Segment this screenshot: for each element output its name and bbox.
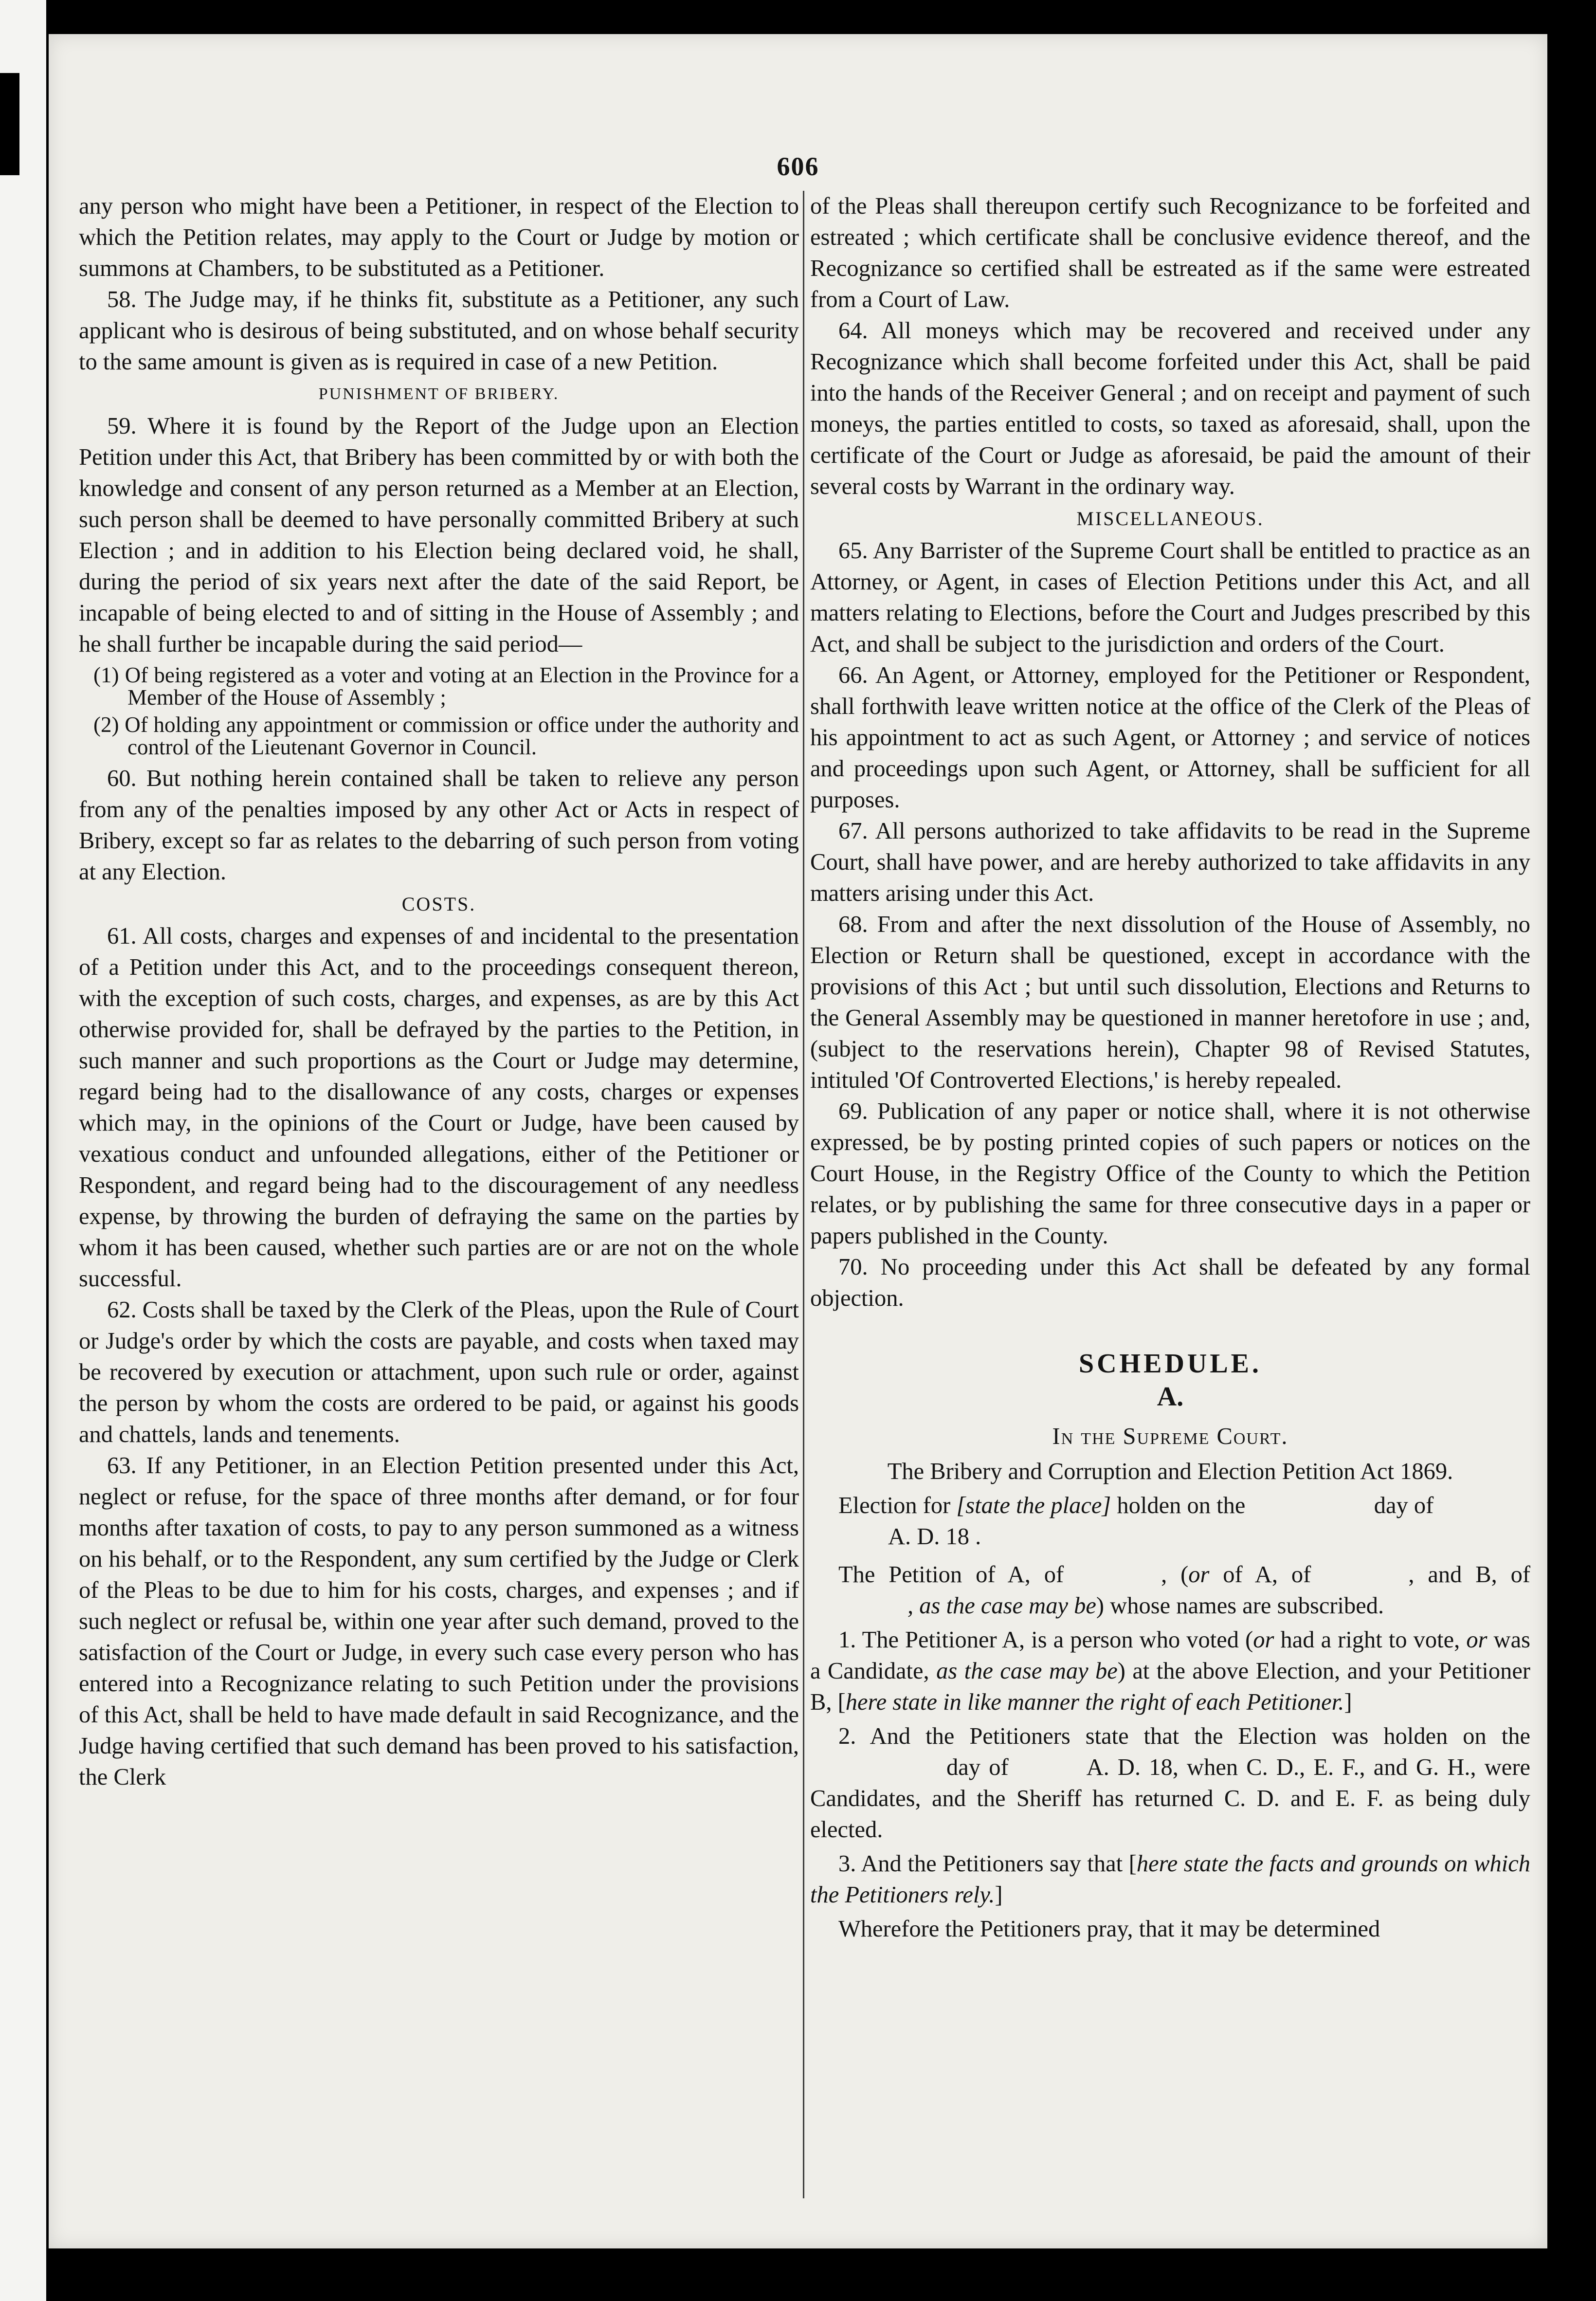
- wherefore-line: Wherefore the Petitioners pray, that it may be determined: [838, 1916, 1380, 1942]
- right-column: [810, 191, 1530, 1945]
- page-number: 606: [777, 152, 819, 181]
- section-62: 62. Costs shall be taxed by the Clerk of the Pleas, upon the Rule of Court or Judge's order by which the costs are payable, and costs when taxed may be recovered by execution or attachment, upon such rule or order, against the person by whom the costs are ordered to be paid, or against his goods and chattels, lands and tenements.: [79, 1297, 799, 1447]
- heading-costs: COSTS.: [401, 893, 476, 915]
- section-59-clause-2: (2) Of holding any appointment or commission or office under the authority and control of the Lieutenant Governor in Council.: [93, 712, 799, 759]
- section-64: 64. All moneys which may be recovered and received under any Recognizance which shall become forfeited under this Act, shall be paid into the hands of the Receiver General ; and on receipt and payment of such moneys, the parties entitled to costs, so taxed as aforesaid, shall, upon the certificate of the Court or Judge as aforesaid, be paid the amount of their several costs by Warrant in the ordinary way.: [810, 318, 1530, 499]
- court-name: In the Supreme Court.: [1052, 1424, 1288, 1449]
- schedule-letter: A.: [1157, 1382, 1184, 1412]
- section-65: 65. Any Barrister of the Supreme Court shall be entitled to practice as an Attorney, or Agent, in cases of Election Petitions under this Act, and all matters relating to Elections, before the Court and Judges prescribed by this Act, and shall be subject to the jurisdiction and orders of the Court.: [810, 538, 1530, 657]
- schedule-title: SCHEDULE.: [1078, 1349, 1262, 1379]
- section-57-continued: any person who might have been a Petitioner, in respect of the Election to which the Petition relates, may apply to the Court or Judge by motion or summons at Chambers, to be substituted as a Petitioner.: [79, 193, 799, 281]
- section-70: 70. No proceeding under this Act shall be defeated by any formal objection.: [810, 1254, 1530, 1311]
- section-61: 61. All costs, charges and expenses of and incidental to the presentation of a Petition under this Act, and to the proceedings consequent thereon, with the exception of such costs, charges, and expenses, as are by this Act otherwise provided for, shall be defrayed by the parties to the Petition, in such manner and such proportions as the Court or Judge may determine, regard being had to the disallowance of any costs, charges or expenses which may, in the opinions of the Court or Judge, have been caused by vexatious conduct and unfounded allegations, either of the Petitioner or Respondent, and regard being had to the discouragement of any needless expense, by throwing the burden of defraying the same on the parties by whom it has been caused, whether such parties are or are not on the whole successful.: [79, 923, 799, 1292]
- heading-miscellaneous: MISCELLANEOUS.: [1076, 508, 1264, 530]
- scan-margin: [0, 0, 46, 2301]
- petition-of-line: The Petition of A, of , (or of A, of , and B, of, as the case may be) whose names are subscribed.: [838, 1562, 1531, 1619]
- section-63-continued: of the Pleas shall thereupon certify such Recognizance to be forfeited and estreated ; which certificate shall be conclusive evidence thereof, and the Recognizance so certified shall be estreated as if the same were estreated from a Court of Law.: [810, 193, 1530, 312]
- heading-punishment-of-bribery: PUNISHMENT OF BRIBERY.: [318, 385, 560, 403]
- section-69: 69. Publication of any paper or notice shall, where it is not otherwise expressed, be by posting printed copies of such papers or notices on the Court House, in the Registry Office of the County to which the Petition relates, or by publishing the same for three consecutive days in a paper or papers published in the County.: [810, 1098, 1530, 1249]
- section-68: 68. From and after the next dissolution of the House of Assembly, no Election or Return shall be questioned, except in accordance with the provisions of this Act ; but until such dissolution, Elections and Returns to the General Assembly may be questioned in manner heretofore in use ; and, (subject to the reservations herein), Chapter 98 of Revised Statutes, intituled 'Of Controverted Elections,' is hereby repealed.: [810, 912, 1530, 1093]
- act-title: The Bribery and Corruption and Election Petition Act 1869.: [887, 1459, 1453, 1484]
- section-60: 60. But nothing herein contained shall be taken to relieve any person from any of the penalties imposed by any other Act or Acts in respect of Bribery, except so far as relates to the debarring of such person from voting at any Election.: [79, 766, 799, 885]
- column-divider: [803, 191, 804, 2198]
- section-59: 59. Where it is found by the Report of the Judge upon an Election Petition under this Act, that Bribery has been committed by or with both the knowledge and consent of any person returned as a Member at an Election, such person shall be deemed to have personally committed Bribery at such Election ; and in addition to his Election being declared void, he shall, during the period of six years next after the date of the said Report, be incapable of being elected to and of sitting in the House of Assembly ; and he shall further be incapable during the said period—: [79, 413, 799, 657]
- schedule-item-1: 1. The Petitioner A, is a person who voted (or had a right to vote, or was a Candidate, as the case may be) at the above Election, and your Petitioner B, [here state in like manner the right of each Petitioner.]: [810, 1627, 1530, 1715]
- scan-margin-mark: [0, 73, 19, 175]
- left-column: [79, 191, 799, 1793]
- section-67: 67. All persons authorized to take affidavits to be read in the Supreme Court, shall have power, and are hereby authorized to take affidavits in any matters arising under this Act.: [810, 818, 1530, 906]
- section-66: 66. An Agent, or Attorney, employed for the Petitioner or Respondent, shall forthwith leave written notice at the office of the Clerk of the Pleas of his appointment to act as such Agent, or Attorney ; and service of notices and proceedings upon such Agent, or Attorney, shall be sufficient for all purposes.: [810, 662, 1530, 813]
- schedule-item-3: 3. And the Petitioners say that [here state the facts and grounds on which the Petitioners rely.]: [810, 1851, 1530, 1908]
- election-line: Election for [state the place] holden on the day of A. D. 18 .: [838, 1493, 1434, 1550]
- section-58: 58. The Judge may, if he thinks fit, substitute as a Petitioner, any such applicant who is desirous of being substituted, and on whose behalf security to the same amount is given as is required in case of a new Petition.: [79, 287, 799, 375]
- section-63: 63. If any Petitioner, in an Election Petition presented under this Act, neglect or refuse, for the space of three months after demand, or for four months after taxation of costs, to pay to any person summoned as a witness on his behalf, or to the Respondent, any sum certified by the Judge or Clerk of the Pleas to be due to him for his costs, charges, and expenses ; and if such neglect or refusal be, within one year after such demand, proved to the satisfaction of the Court or Judge, in every such case every person who has entered into a Recognizance relating to such Petition under the provisions of this Act, shall be held to have made default in said Recognizance, and the Judge having certified that such demand has been proved to his satisfaction, the Clerk: [79, 1453, 799, 1790]
- schedule-item-2: 2. And the Petitioners state that the Election was holden on theday of A. D. 18, when C. D., E. F., and G. H., were Candidates, and the Sheriff has returned C. D. and E. F. as being duly elected.: [810, 1723, 1530, 1843]
- section-59-clause-1: (1) Of being registered as a voter and voting at an Election in the Province for a Member of the House of Assembly ;: [93, 663, 799, 710]
- document-page: [49, 34, 1547, 2248]
